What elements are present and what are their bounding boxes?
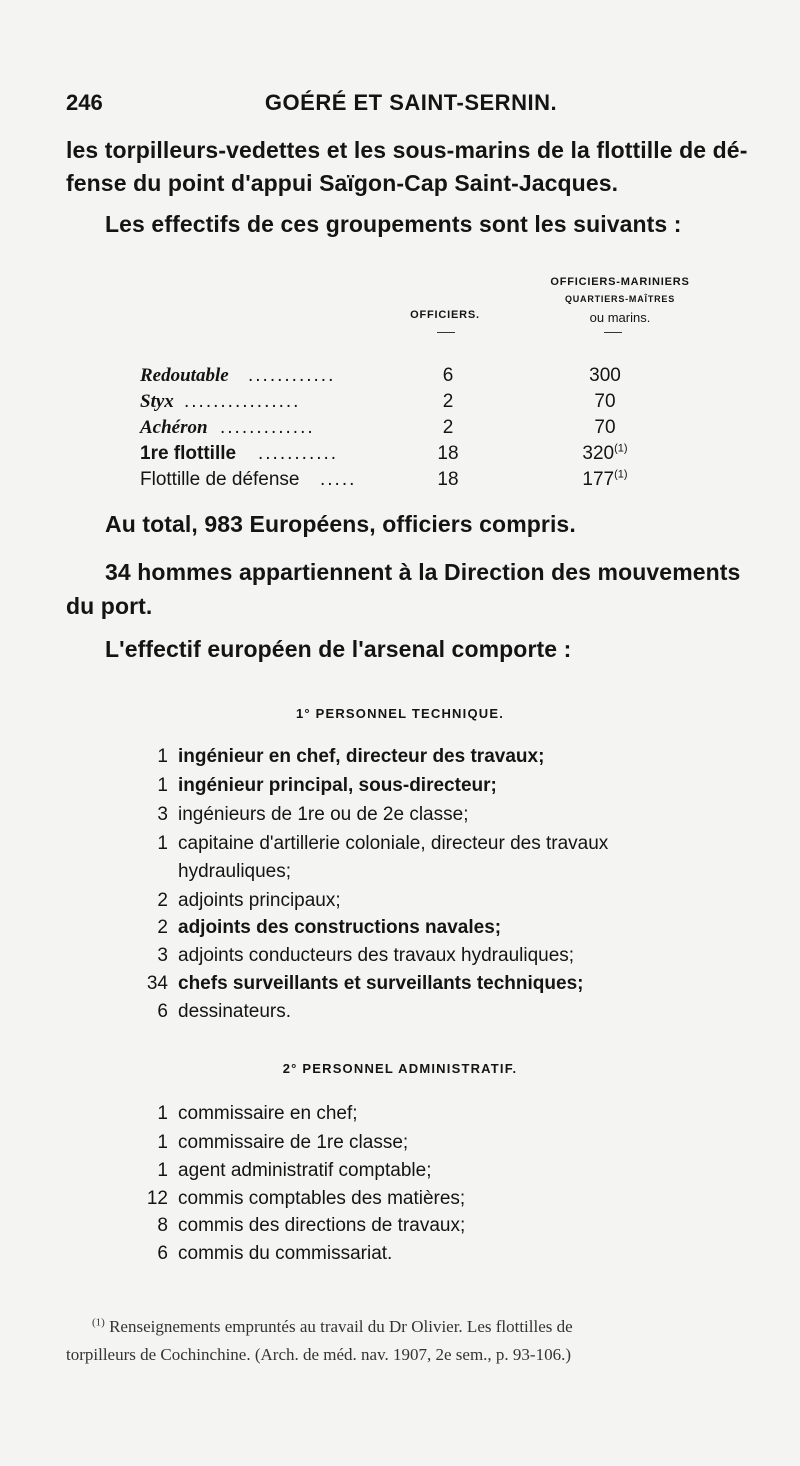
item-count: 1 [157, 1160, 168, 1181]
footnote-line2: torpilleurs de Cochinchine. (Arch. de méd. nav. 1907, 2e sem., p. 93-106.) [66, 1345, 571, 1364]
para4: L'effectif européen de l'arsenal comporte : [105, 636, 572, 662]
item-text: commissaire en chef; [178, 1103, 358, 1124]
item-count: 6 [157, 1243, 168, 1264]
item-text: commissaire de 1re classe; [178, 1132, 409, 1153]
row-officiers: 6 [442, 365, 454, 386]
item-text: commis comptables des matières; [178, 1188, 466, 1209]
col-dash-mariniers [604, 332, 622, 333]
row-name: 1re flottille [140, 443, 237, 464]
running-header [66, 90, 756, 120]
item-text: chefs surveillants et surveillants techniques; [178, 973, 584, 994]
item-count: 1 [157, 746, 168, 767]
item-text: ingénieur en chef, directeur des travaux; [178, 746, 545, 767]
para3-line1: 34 hommes appartiennent à la Direction des mouvements [105, 559, 741, 585]
item-count: 1 [157, 775, 168, 796]
row-dots: ........... [258, 443, 339, 464]
footnote-marker: (1) [92, 1316, 105, 1329]
footnote-text-1: Renseignements empruntés au travail du Dr Olivier. Les flottilles de [109, 1317, 573, 1336]
item-text: dessinateurs. [178, 1001, 292, 1022]
item-count: 8 [157, 1215, 168, 1236]
item-text: adjoints conducteurs des travaux hydrauliques; [178, 945, 575, 966]
para2: Les effectifs de ces groupements sont les suivants : [105, 211, 682, 237]
row-marins-value: 177 [582, 469, 615, 490]
table-row [140, 443, 720, 467]
item-text: commis des directions de travaux; [178, 1215, 466, 1236]
item-count: 1 [157, 1132, 168, 1153]
table-row [140, 417, 720, 441]
footnote-ref: (1) [614, 468, 628, 481]
running-title: GOÉRÉ ET SAINT-SERNIN. [264, 90, 558, 115]
row-officiers: 18 [437, 443, 459, 464]
page-number: 246 [66, 90, 103, 115]
item-text: ingénieur principal, sous-directeur; [178, 775, 497, 796]
item-count: 6 [157, 1001, 168, 1022]
row-dots: ............ [248, 365, 336, 386]
item-text: adjoints des constructions navales; [178, 917, 502, 938]
row-officiers: 2 [442, 391, 454, 412]
item-count: 3 [157, 945, 168, 966]
row-name: Redoutable [140, 365, 229, 386]
item-count: 2 [157, 917, 168, 938]
row-marins-value: 320 [582, 443, 615, 464]
row-officiers: 18 [437, 469, 459, 490]
row-marins: 300 [589, 365, 621, 386]
table-row [140, 365, 720, 389]
row-marins: 70 [594, 391, 616, 412]
item-count: 1 [157, 1103, 168, 1124]
col-header-mariniers-3: ou marins. [589, 310, 651, 325]
row-marins [570, 469, 640, 491]
item-count: 1 [157, 833, 168, 854]
col-header-mariniers-2: QUARTIERS-MAÎTRES [564, 294, 676, 304]
item-text: capitaine d'artillerie coloniale, directeur des travaux [178, 833, 609, 854]
item-text: hydrauliques; [178, 861, 292, 882]
item-count: 34 [146, 973, 168, 994]
item-text: adjoints principaux; [178, 890, 341, 911]
row-name: Styx [140, 391, 174, 412]
row-dots: ..... [320, 469, 357, 490]
item-text: agent administratif comptable; [178, 1160, 432, 1181]
section-title-administratif: 2° PERSONNEL ADMINISTRATIF. [282, 1061, 518, 1076]
item-text: ingénieurs de 1re ou de 2e classe; [178, 804, 469, 825]
row-marins: 70 [594, 417, 616, 438]
table-row [140, 469, 720, 493]
footnote-ref: (1) [614, 442, 628, 455]
footnote-line1 [92, 1317, 573, 1337]
total-line: Au total, 983 Européens, officiers compris. [105, 511, 576, 537]
row-name: Flottille de défense [140, 469, 300, 490]
col-header-officiers: OFFICIERS. [410, 309, 480, 321]
col-dash-officiers [437, 332, 455, 333]
item-count: 2 [157, 890, 168, 911]
row-dots: ................ [184, 391, 301, 412]
row-officiers: 2 [442, 417, 454, 438]
row-name: Achéron [140, 417, 208, 438]
item-text: commis du commissariat. [178, 1243, 393, 1264]
col-header-mariniers-1: OFFICIERS-MARINIERS [550, 276, 690, 288]
item-count: 3 [157, 804, 168, 825]
row-marins [570, 443, 640, 465]
section-title-technique: 1° PERSONNEL TECHNIQUE. [295, 706, 505, 721]
para1-line2: fense du point d'appui Saïgon-Cap Saint-Jacques. [66, 170, 619, 196]
row-dots: ............. [220, 417, 315, 438]
para3-line2: du port. [66, 593, 153, 619]
item-count: 12 [146, 1188, 168, 1209]
para1-line1: les torpilleurs-vedettes et les sous-marins de la flottille de dé- [66, 137, 748, 163]
table-row [140, 391, 720, 415]
